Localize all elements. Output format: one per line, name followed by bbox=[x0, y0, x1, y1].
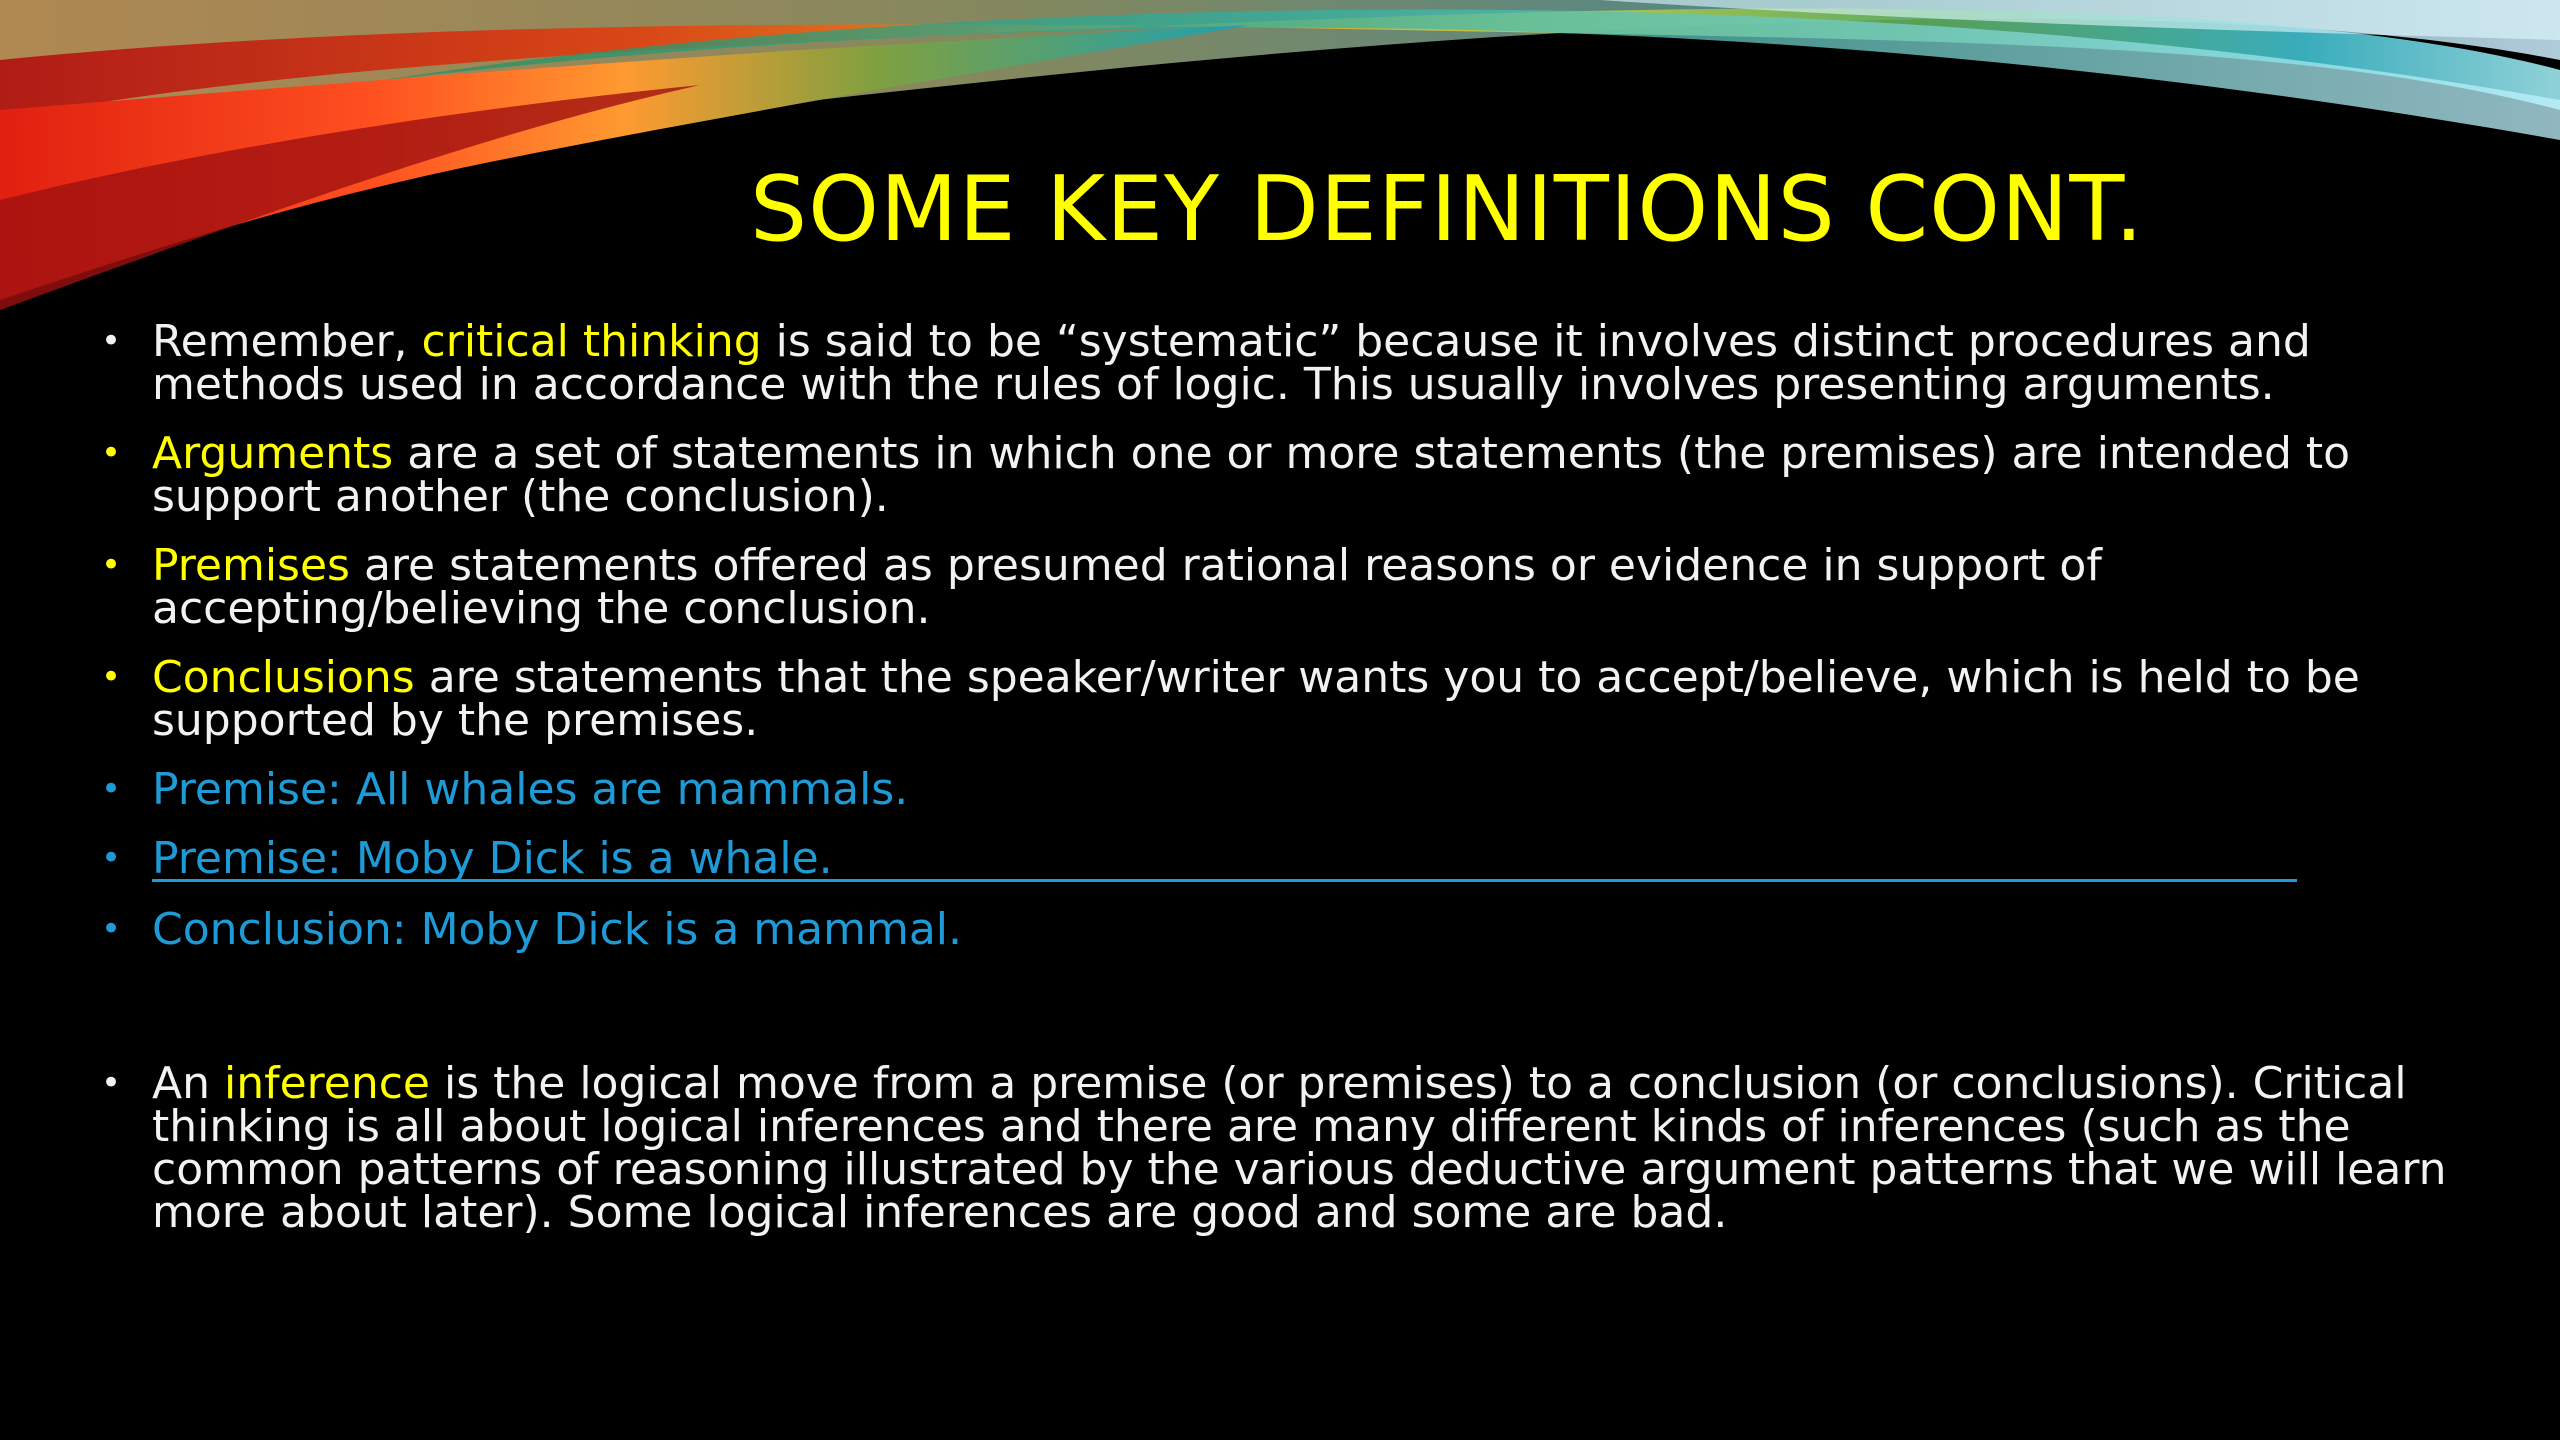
bullet-marker: • bbox=[101, 1063, 122, 1103]
spacer bbox=[95, 977, 2495, 1062]
example-conclusion-text: Conclusion: Moby Dick is a mammal. bbox=[152, 904, 963, 955]
bullet-premises bbox=[95, 540, 2495, 634]
example-conclusion bbox=[95, 904, 2495, 955]
example-premise-2 bbox=[95, 833, 2495, 884]
slide-title: SOME KEY DEFINITIONS CONT. bbox=[750, 157, 2145, 262]
bullet-text-post: are statements offered as presumed rational reasons or evidence in support of accepting/believing the conclusion. bbox=[152, 540, 2102, 634]
term-critical-thinking: critical thinking bbox=[421, 316, 762, 367]
bullet-marker: • bbox=[101, 838, 122, 878]
example-premise-2-text: Premise: Moby Dick is a whale. bbox=[152, 839, 2297, 882]
example-premise-1 bbox=[95, 764, 2495, 815]
bullet-arguments bbox=[95, 428, 2495, 522]
example-premise-1-text: Premise: All whales are mammals. bbox=[152, 764, 909, 815]
term-conclusions: Conclusions bbox=[152, 652, 415, 703]
bullet-inference bbox=[95, 1058, 2495, 1238]
bullet-marker: • bbox=[101, 909, 122, 949]
term-premises: Premises bbox=[152, 540, 350, 591]
bullet-text-post: are statements that the speaker/writer wants you to accept/believe, which is held to be supported by the premises. bbox=[152, 652, 2360, 746]
term-arguments: Arguments bbox=[152, 428, 394, 479]
bullet-text-post: is said to be “systematic” because it involves distinct procedures and methods used in accordance with the rules of logic. This usually involves presenting arguments. bbox=[152, 316, 2311, 410]
bullet-marker: • bbox=[101, 657, 122, 697]
bullet-conclusions bbox=[95, 652, 2495, 746]
bullet-marker: • bbox=[101, 545, 122, 585]
term-inference: inference bbox=[223, 1058, 430, 1109]
slide-body bbox=[95, 316, 2495, 1260]
bullet-marker: • bbox=[101, 321, 122, 361]
bullet-marker: • bbox=[101, 769, 122, 809]
bullet-critical-thinking bbox=[95, 316, 2495, 410]
bullet-marker: • bbox=[101, 433, 122, 473]
bullet-text-pre: Remember, bbox=[152, 316, 422, 367]
bullet-text-post: is the logical move from a premise (or premises) to a conclusion (or conclusions). Critical thinking is all about logical inferences and there are many different kinds of inferences (such as the common patterns of reasoning illustrated by the various deductive argument patterns that we will learn more about later). Some logical inferences are good and some are bad. bbox=[152, 1058, 2447, 1238]
bullet-text-post: are a set of statements in which one or more statements (the premises) are intended to support another (the conclusion). bbox=[152, 428, 2351, 522]
bullet-text-pre: An bbox=[152, 1058, 224, 1109]
